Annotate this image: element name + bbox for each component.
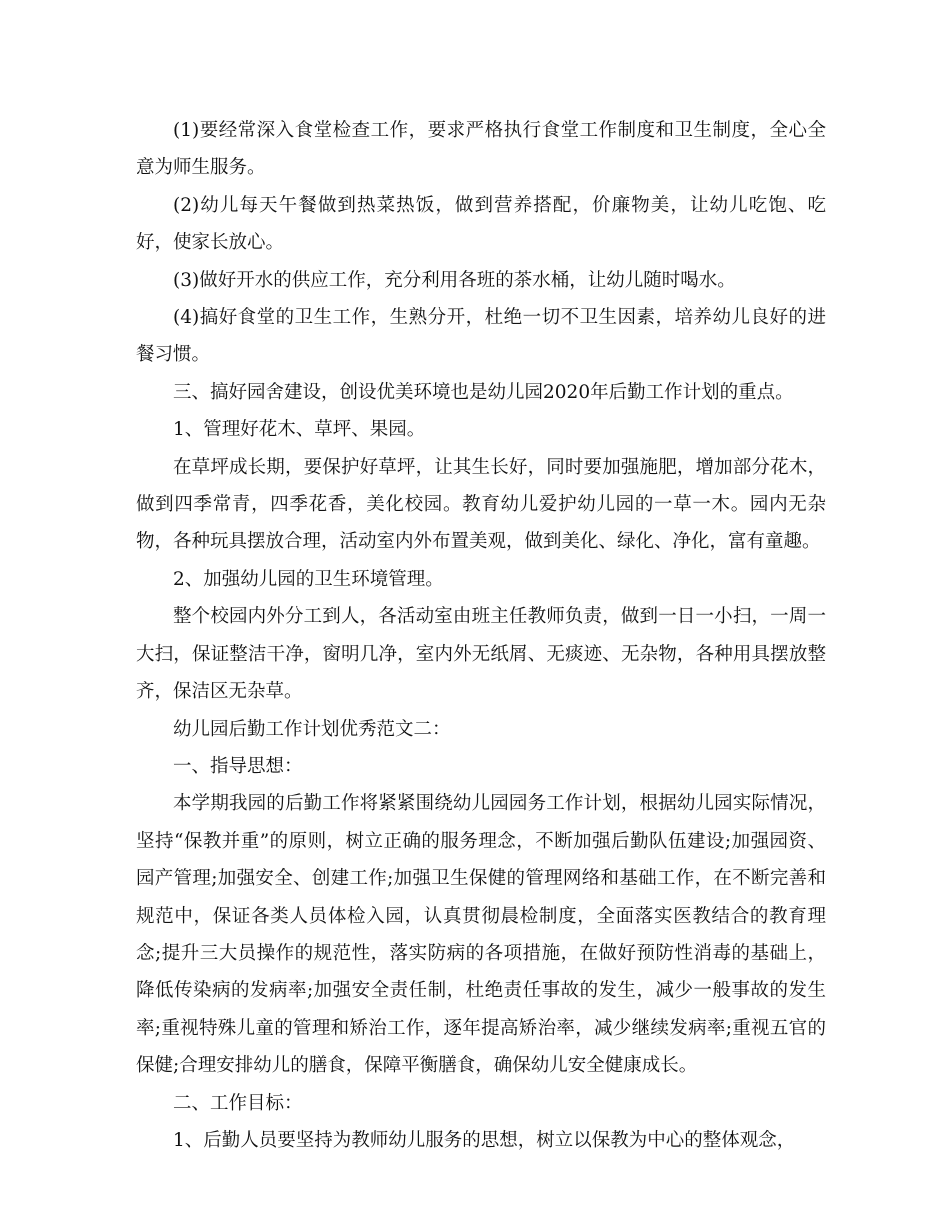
paragraph-canteen-hygiene: (4)搞好食堂的卫生工作，生熟分开，杜绝一切不卫生因素，培养幼儿良好的进餐习惯。	[136, 307, 826, 366]
paragraph-cleaning-duties: 整个校园内外分工到人，各活动室由班主任教师负责，做到一日一小扫，一周一大扫，保证整洁干净，窗明几净，室内外无纸屑、无痰迹、无杂物，各种用具摆放整齐，保洁区无杂草。	[136, 606, 826, 703]
heading-guiding-ideology: 一、指导思想：	[173, 755, 303, 777]
heading-campus-construction: 三、搞好园舍建设，创设优美环境也是幼儿园2020年后勤工作计划的重点。	[173, 381, 794, 403]
heading-hygiene-management: 2、加强幼儿园的卫生环境管理。	[173, 568, 444, 590]
paragraph-lunch-nutrition: (2)幼儿每天午餐做到热菜热饭，做到营养搭配，价廉物美，让幼儿吃饱、吃好，使家长放心。	[136, 194, 826, 254]
heading-manage-plants: 1、管理好花木、草坪、果园。	[173, 419, 426, 441]
paragraph-work-goal-one: 1、后勤人员要坚持为教师幼儿服务的思想，树立以保教为中心的整体观念，	[173, 1129, 796, 1151]
heading-work-goals: 二、工作目标：	[173, 1092, 303, 1114]
document-body	[136, 112, 826, 1159]
paragraph-lawn-care: 在草坪成长期，要保护好草坪，让其生长好，同时要加强施肥，增加部分花木，做到四季常青，四季花香，美化校园。教育幼儿爱护幼儿园的一草一木。园内无杂物，各种玩具摆放合理，活动室内外布置美观，做到美化、绿化、净化，富有童趣。	[136, 456, 826, 553]
paragraph-canteen-inspection: (1)要经常深入食堂检查工作，要求严格执行食堂工作制度和卫生制度，全心全意为师生服务。	[136, 120, 826, 179]
heading-sample-two: 幼儿园后勤工作计划优秀范文二：	[173, 718, 451, 740]
paragraph-guiding-ideology: 本学期我园的后勤工作将紧紧围绕幼儿园园务工作计划，根据幼儿园实际情况，坚持“保教并重”的原则，树立正确的服务理念，不断加强后勤队伍建设;加强园资、园产管理;加强安全、创建工作;加强卫生保健的管理网络和基础工作，在不断完善和规范中，保证各类人员体检入园，认真贯彻晨检制度，全面落实医教结合的教育理念;提升三大员操作的规范性，落实防病的各项措施，在做好预防性消毒的基础上，降低传染病的发病率;加强安全责任制，杜绝责任事故的发生，减少一般事故的发生率;重视特殊儿童的管理和矫治工作，逐年提高矫治率，减少继续发病率;重视五官的保健;合理安排幼儿的膳食，保障平衡膳食，确保幼儿安全健康成长。	[136, 793, 826, 1077]
paragraph-water-supply: (3)做好开水的供应工作，充分利用各班的茶水桶，让幼儿随时喝水。	[173, 269, 736, 291]
